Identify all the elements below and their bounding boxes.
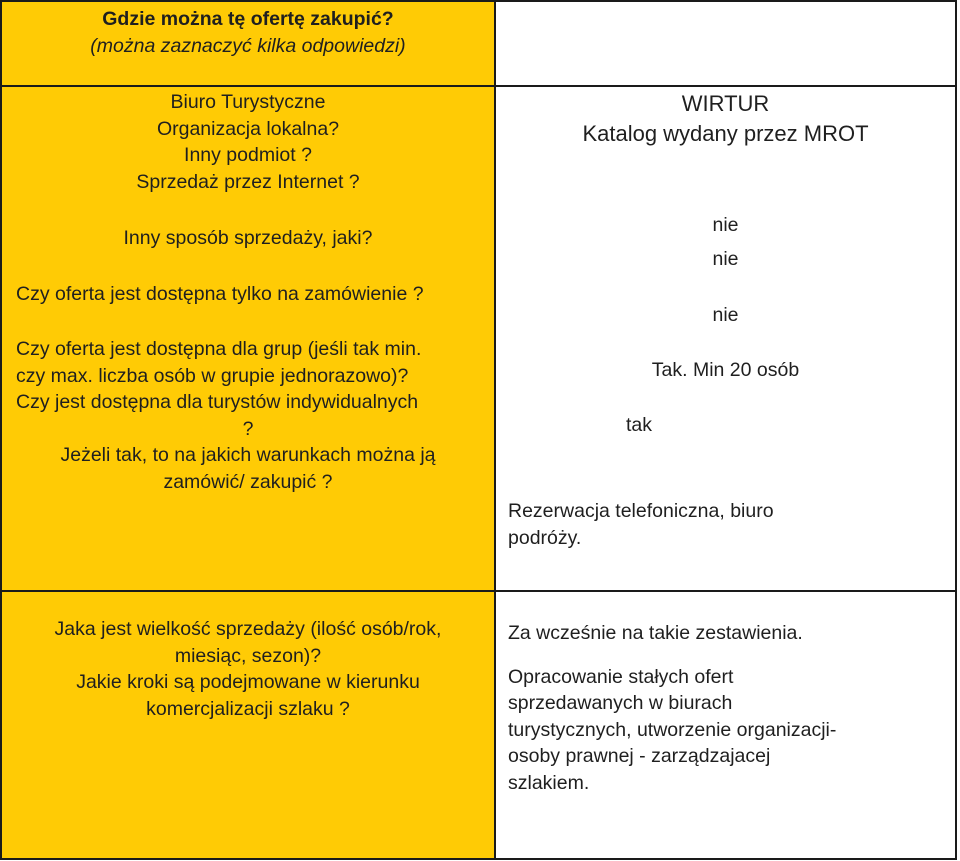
question-text: czy max. liczba osób w grupie jednorazowo)?: [16, 364, 409, 387]
question-text: Inny sposób sprzedaży, jaki?: [123, 227, 373, 250]
answer-cell: [495, 591, 956, 859]
question-text: komercjalizacji szlaku ?: [146, 697, 350, 720]
answer-text: tak: [626, 413, 653, 436]
answer-text: podróży.: [508, 526, 582, 549]
question-text: Jaka jest wielkość sprzedaży (ilość osób/rok,: [54, 618, 442, 640]
answer-text: nie: [712, 213, 739, 236]
question-text: Czy oferta jest dostępna dla grup (jeśli tak min.: [16, 338, 422, 361]
question-hint: (można zaznaczyć kilka odpowiedzi): [90, 34, 406, 57]
table-row-commercialization: [1, 591, 956, 859]
question-cell: [1, 86, 495, 591]
question-text: miesiąc, sezon)?: [174, 644, 322, 667]
answer-text: osoby prawnej - zarządzajacej: [508, 745, 771, 768]
question-cell: [1, 1, 495, 86]
question-text: Jakie kroki są podejmowane w kierunku: [76, 671, 420, 694]
answer-text: turystycznych, utworzenie organizacji-: [508, 718, 837, 741]
table-row-purchase-location: [1, 1, 956, 86]
question-cell: [1, 591, 495, 859]
question-text: Biuro Turystyczne: [170, 91, 326, 113]
answer-text: sprzedawanych w biurach: [508, 692, 733, 715]
answer-cell: [495, 86, 956, 591]
question-text: Jeżeli tak, to na jakich warunkach można ją: [60, 444, 436, 467]
answer-text: szlakiem.: [508, 771, 590, 794]
answer-text: Tak. Min 20 osób: [651, 359, 800, 382]
answer-text: Opracowanie stałych ofert: [508, 665, 734, 688]
answer-text: nie: [712, 248, 739, 271]
answer-text: WIRTUR: [681, 91, 770, 116]
answer-text: Katalog wydany przez MROT: [582, 120, 869, 146]
answer-text: Za wcześnie na takie zestawienia.: [508, 622, 803, 644]
question-text: zamówić/ zakupić ?: [163, 470, 333, 493]
answer-text: Rezerwacja telefoniczna, biuro: [508, 500, 774, 523]
question-text: Gdzie można tę ofertę zakupić?: [102, 8, 394, 30]
question-text: ?: [242, 417, 254, 440]
answer-cell: [495, 1, 956, 86]
table-row-sales-channels: [1, 86, 956, 591]
answer-text: nie: [712, 303, 739, 326]
question-text: Organizacja lokalna?: [156, 117, 340, 140]
question-text: Sprzedaż przez Internet ?: [136, 170, 360, 193]
question-text: Czy jest dostępna dla turystów indywidualnych: [16, 391, 419, 414]
question-text: Czy oferta jest dostępna tylko na zamówienie ?: [16, 282, 424, 305]
question-text: Inny podmiot ?: [184, 144, 312, 167]
